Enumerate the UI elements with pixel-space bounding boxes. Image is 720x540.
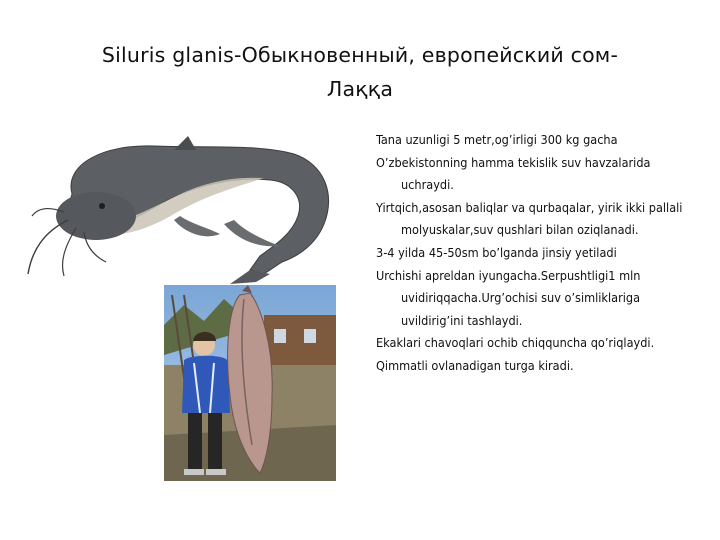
title-line-1: Siluris glanis-Обыкновенный, европейский сом-	[101, 43, 619, 67]
person-leg-right	[208, 413, 222, 471]
bullet-item-2: O’zbekistonning hamma tekislik suv havzalarida uchraydi.	[376, 154, 651, 193]
bullet-item-1: Tana uzunligi 5 metr,og’irligi 300 kg gacha	[376, 132, 618, 147]
person-jacket	[182, 356, 230, 413]
anal-fin	[224, 220, 280, 246]
dorsal-fin	[174, 136, 196, 150]
window	[274, 329, 286, 343]
bullet-item-5: Urchishi apreldan iyungacha.Serpushtligi1 mln uvidiriqqacha.Urg’ochisi suv o’simliklariga uvildirig’ini tashlaydi.	[376, 267, 641, 328]
bullet-item-4: 3-4 yilda 45-50sm bo’lganda jinsiy yetiladi	[376, 244, 617, 260]
catfish-illustration	[24, 124, 340, 292]
bullet-item-7: Qimmatli ovlanadigan turga kiradi.	[376, 357, 574, 373]
shoe-left	[184, 469, 204, 475]
bullet-item-3: Yirtqich,asosan baliqlar va qurbaqalar, yirik ikki pallali molyuskalar,suv qushlari bilan oziqlanadi.	[376, 199, 683, 238]
bullet-item-6: Ekaklari chavoqlari ochib chiqquncha qo’riqlaydi.	[376, 335, 655, 351]
fish-eye	[99, 203, 105, 209]
fish-head	[56, 192, 136, 240]
title-line-2: Лаққа	[326, 77, 394, 101]
pectoral-fin	[174, 216, 220, 236]
bullet-list	[376, 129, 706, 378]
catfish-catch-photo	[164, 285, 336, 481]
person-leg-left	[188, 413, 202, 471]
window	[304, 329, 316, 343]
slide-title	[60, 38, 660, 106]
shoe-right	[206, 469, 226, 475]
